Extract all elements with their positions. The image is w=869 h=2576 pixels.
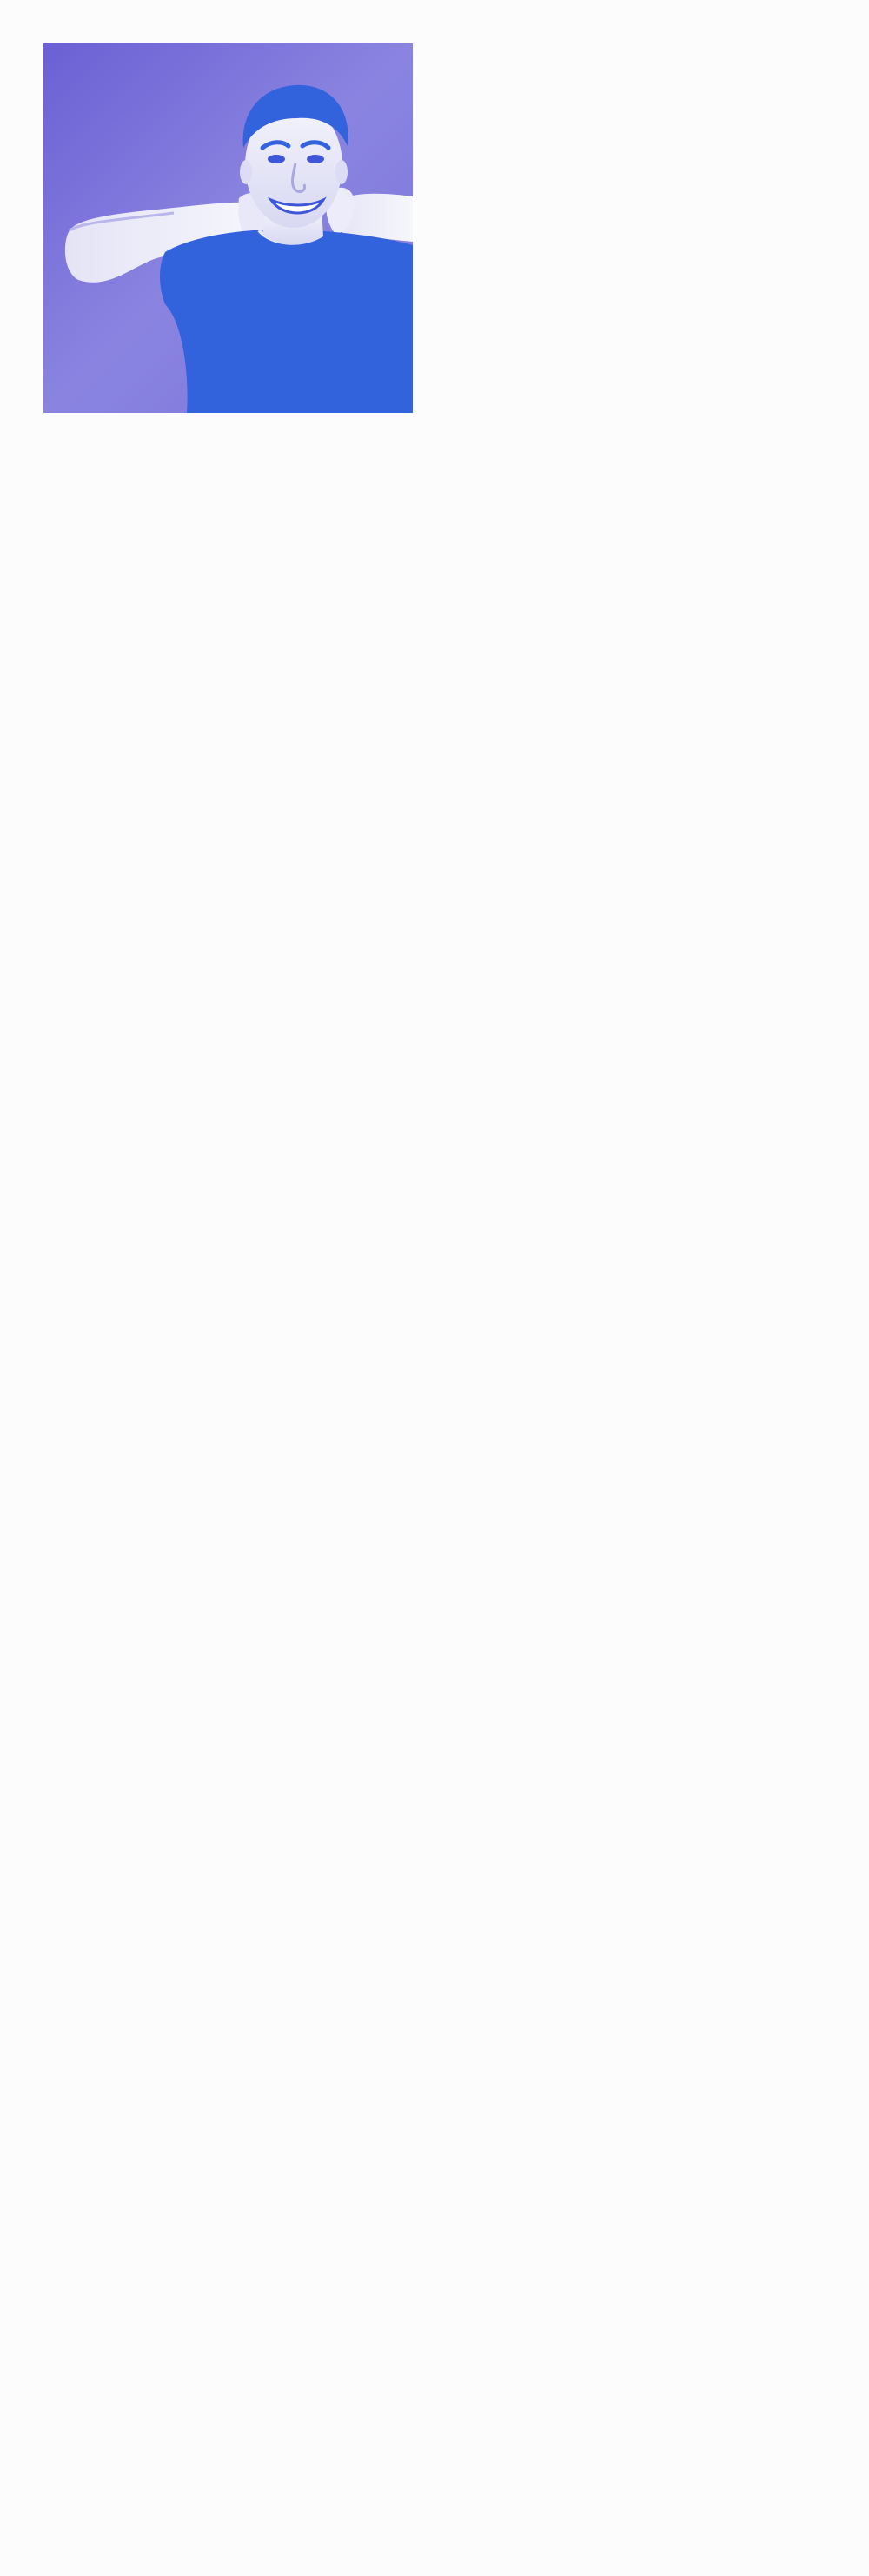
portrait-photo (43, 43, 413, 413)
shirt (160, 230, 413, 413)
portrait-illustration (43, 43, 413, 413)
